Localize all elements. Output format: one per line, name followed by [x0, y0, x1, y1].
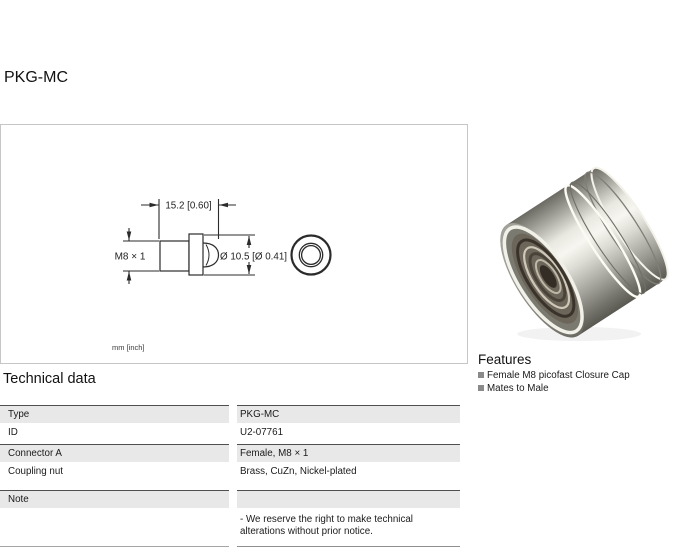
dim-diameter-label: Ø 10.5 [Ø 0.41]	[220, 251, 287, 263]
feature-text: Female M8 picofast Closure Cap	[487, 370, 630, 381]
row-label: Coupling nut	[0, 462, 229, 490]
table-section-row	[0, 490, 460, 508]
section-label: Note	[0, 490, 229, 508]
feature-item	[478, 370, 676, 382]
column-gap	[229, 508, 237, 546]
product-photo	[489, 148, 677, 360]
dim-length-label: 15.2 [0.60]	[165, 200, 212, 212]
dimension-drawing	[1, 125, 467, 363]
column-gap	[229, 444, 237, 462]
note-text: - We reserve the right to make technical alterations without prior notice.	[237, 508, 460, 546]
row-value: PKG-MC	[237, 405, 460, 423]
column-gap	[229, 546, 237, 547]
row-value: Brass, CuZn, Nickel-plated	[237, 462, 460, 490]
row-value: Female, M8 × 1	[237, 444, 460, 462]
square-bullet-icon	[478, 385, 484, 391]
table-row	[0, 462, 460, 490]
feature-item	[478, 383, 676, 395]
row-label: ID	[0, 423, 229, 444]
technical-drawing-panel	[0, 124, 468, 364]
row-value: U2-07761	[237, 423, 460, 444]
units-note: mm [inch]	[112, 343, 145, 352]
table-row	[0, 508, 460, 546]
table-row	[0, 423, 460, 444]
row-label: Type	[0, 405, 229, 423]
column-gap	[229, 462, 237, 490]
technical-data-heading: Technical data	[3, 371, 96, 387]
row-label	[0, 508, 229, 546]
table-bottom-border	[0, 546, 460, 547]
row-value	[237, 490, 460, 508]
row-label: Connector A	[0, 444, 229, 462]
border-segment	[237, 546, 460, 547]
closure-cap-render	[489, 160, 677, 350]
technical-data-table	[0, 405, 460, 547]
table-row	[0, 444, 460, 462]
feature-text: Mates to Male	[487, 382, 549, 394]
table-row	[0, 405, 460, 423]
product-title: PKG-MC	[4, 69, 68, 86]
border-segment	[0, 546, 229, 547]
features-heading: Features	[478, 352, 532, 367]
column-gap	[229, 490, 237, 508]
column-gap	[229, 423, 237, 444]
dim-thread-label: M8 × 1	[114, 251, 146, 263]
square-bullet-icon	[478, 372, 484, 378]
column-gap	[229, 405, 237, 423]
features-section	[478, 352, 676, 395]
